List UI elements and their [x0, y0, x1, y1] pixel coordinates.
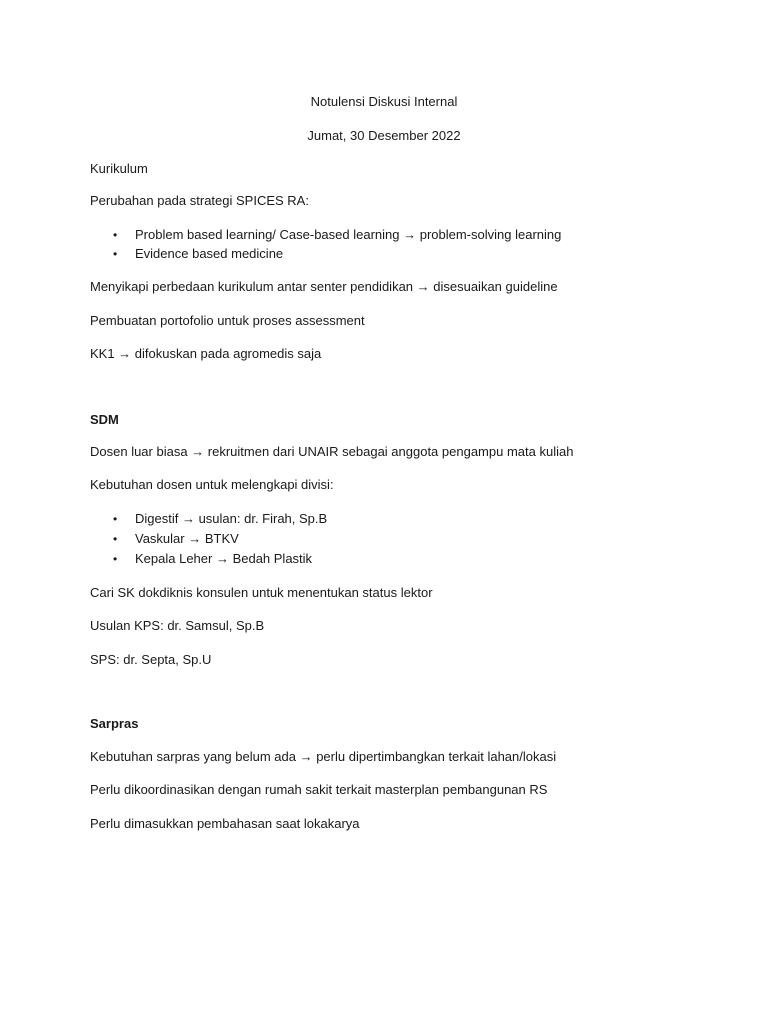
bullet-icon: • [113, 532, 118, 546]
kurikulum-line-2: Menyikapi perbedaan kurikulum antar senter pendidikan → disesuaikan guideline [90, 279, 558, 294]
document-date: Jumat, 30 Desember 2022 [307, 128, 461, 143]
bullet-text: Evidence based medicine [135, 246, 284, 261]
bullet-text: Vaskular → BTKV [135, 531, 239, 546]
bullet-icon: • [113, 247, 118, 261]
sarpras-line-2: Perlu dikoordinasikan dengan rumah sakit terkait masterplan pembangunan RS [90, 782, 548, 797]
sarpras-heading: Sarpras [90, 716, 139, 731]
sdm-bullet-3 [113, 551, 312, 567]
document-title: Notulensi Diskusi Internal [310, 94, 458, 109]
kurikulum-bullet-2 [113, 246, 283, 262]
kurikulum-heading: Kurikulum [90, 161, 148, 176]
sdm-line-1: Dosen luar biasa → rekruitmen dari UNAIR sebagai anggota pengampu mata kuliah [90, 444, 574, 459]
bullet-icon: • [113, 512, 118, 526]
bullet-text: Kepala Leher → Bedah Plastik [135, 551, 313, 566]
bullet-text: Problem based learning/ Case-based learning → problem-solving learning [135, 227, 562, 242]
bullet-text: Digestif → usulan: dr. Firah, Sp.B [135, 511, 328, 526]
sdm-heading: SDM [90, 412, 119, 427]
kurikulum-line-4: KK1 → difokuskan pada agromedis saja [90, 346, 322, 361]
sdm-line-5: SPS: dr. Septa, Sp.U [90, 652, 212, 667]
kurikulum-bullet-1 [113, 227, 561, 243]
sdm-bullet-1 [113, 511, 327, 527]
bullet-icon: • [113, 228, 118, 242]
kurikulum-line-1: Perubahan pada strategi SPICES RA: [90, 193, 309, 208]
sdm-line-4: Usulan KPS: dr. Samsul, Sp.B [90, 618, 265, 633]
sarpras-line-1: Kebutuhan sarpras yang belum ada → perlu dipertimbangkan terkait lahan/lokasi [90, 749, 557, 764]
bullet-icon: • [113, 552, 118, 566]
sarpras-line-3: Perlu dimasukkan pembahasan saat lokakarya [90, 816, 360, 831]
sdm-line-2: Kebutuhan dosen untuk melengkapi divisi: [90, 477, 334, 492]
sdm-bullet-2 [113, 531, 239, 547]
sdm-line-3: Cari SK dokdiknis konsulen untuk menentukan status lektor [90, 585, 433, 600]
kurikulum-line-3: Pembuatan portofolio untuk proses assessment [90, 313, 365, 328]
